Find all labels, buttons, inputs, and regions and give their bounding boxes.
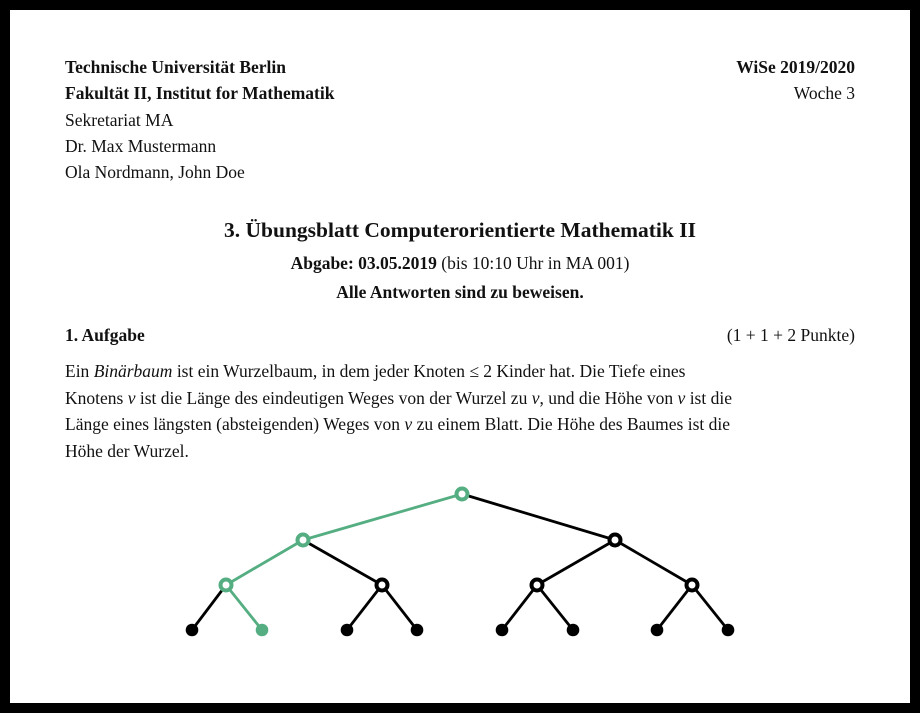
tree-leaf-node: [567, 624, 580, 637]
text-segment: Ein: [65, 361, 94, 382]
text-segment: Höhe der Wurzel.: [65, 440, 189, 461]
header-right-block: [736, 54, 855, 107]
tree-inner-node: [610, 535, 621, 546]
tree-leaf-node: [186, 624, 199, 637]
tree-edge: [347, 585, 382, 630]
lecturer-line: Dr. Max Mustermann: [65, 135, 217, 156]
tree-leaf-node: [411, 624, 424, 637]
tree-edge: [502, 585, 537, 630]
deadline-details: (bis 10:10 Uhr in MA 001): [436, 253, 630, 274]
text-segment: Knotens: [65, 387, 128, 408]
document-content: [10, 10, 910, 464]
tree-edge: [537, 540, 615, 585]
tree-inner-node: [298, 535, 309, 546]
tree-edge: [537, 585, 573, 630]
tree-edge: [462, 494, 615, 540]
proof-note: Alle Antworten sind zu beweisen.: [336, 282, 584, 303]
paragraph-line: [65, 438, 855, 464]
italic-term: v: [531, 387, 540, 408]
assistants-line: Ola Nordmann, John Doe: [65, 162, 245, 183]
binary-tree-diagram: [10, 470, 910, 655]
tree-leaf-node: [651, 624, 664, 637]
task-row: [65, 322, 855, 348]
tree-edge: [303, 540, 382, 585]
deadline-line: [65, 249, 855, 277]
deadline-date: Abgabe: 03.05.2019: [290, 253, 437, 274]
title-block: [65, 215, 855, 306]
semester-label: WiSe 2019/2020: [736, 57, 855, 77]
text-segment: ist die Länge des eindeutigen Weges von der Wurzel zu: [135, 387, 532, 408]
document-header: [65, 54, 855, 185]
text-segment: Länge eines längsten (absteigenden) Weges von: [65, 414, 405, 435]
tree-leaf-node: [722, 624, 735, 637]
italic-term: v: [677, 387, 686, 408]
header-left-block: [65, 54, 334, 185]
italic-term: Binärbaum: [93, 361, 173, 382]
tree-edge: [192, 585, 226, 630]
paragraph-line: [65, 385, 855, 411]
task-description: [65, 358, 855, 464]
text-segment: , und die Höhe von: [539, 387, 678, 408]
faculty-name: Fakultät II, Institut for Mathematik: [65, 83, 335, 104]
tree-inner-node: [221, 580, 232, 591]
tree-leaf-node: [496, 624, 509, 637]
tree-inner-node: [532, 580, 543, 591]
tree-edge: [226, 540, 303, 585]
secretariat-line: Sekretariat MA: [65, 109, 174, 130]
tree-edge: [692, 585, 728, 630]
tree-edge: [303, 494, 462, 540]
task-points: (1 + 1 + 2 Punkte): [726, 325, 855, 346]
tree-inner-node: [377, 580, 388, 591]
paragraph-line: [65, 358, 855, 384]
tree-edge: [382, 585, 417, 630]
italic-term: v: [127, 387, 136, 408]
tree-inner-node: [457, 489, 468, 500]
text-segment: ist die: [685, 387, 732, 408]
tree-edge: [226, 585, 262, 630]
sheet-title: 3. Übungsblatt Computerorientierte Mathematik II: [224, 218, 696, 243]
task-heading: 1. Aufgabe: [65, 325, 145, 346]
paragraph-line: [65, 411, 855, 437]
tree-inner-node: [687, 580, 698, 591]
text-segment: zu einem Blatt. Die Höhe des Baumes ist die: [412, 414, 731, 435]
tree-leaf-node: [341, 624, 354, 637]
week-label: Woche 3: [793, 83, 855, 104]
university-name: Technische Universität Berlin: [65, 57, 287, 77]
tree-edge: [657, 585, 692, 630]
tree-leaf-node: [256, 624, 269, 637]
text-segment: ist ein Wurzelbaum, in dem jeder Knoten ≤ 2 Kinder hat. Die Tiefe eines: [172, 361, 686, 382]
italic-term: v: [404, 414, 413, 435]
tree-edge: [615, 540, 692, 585]
